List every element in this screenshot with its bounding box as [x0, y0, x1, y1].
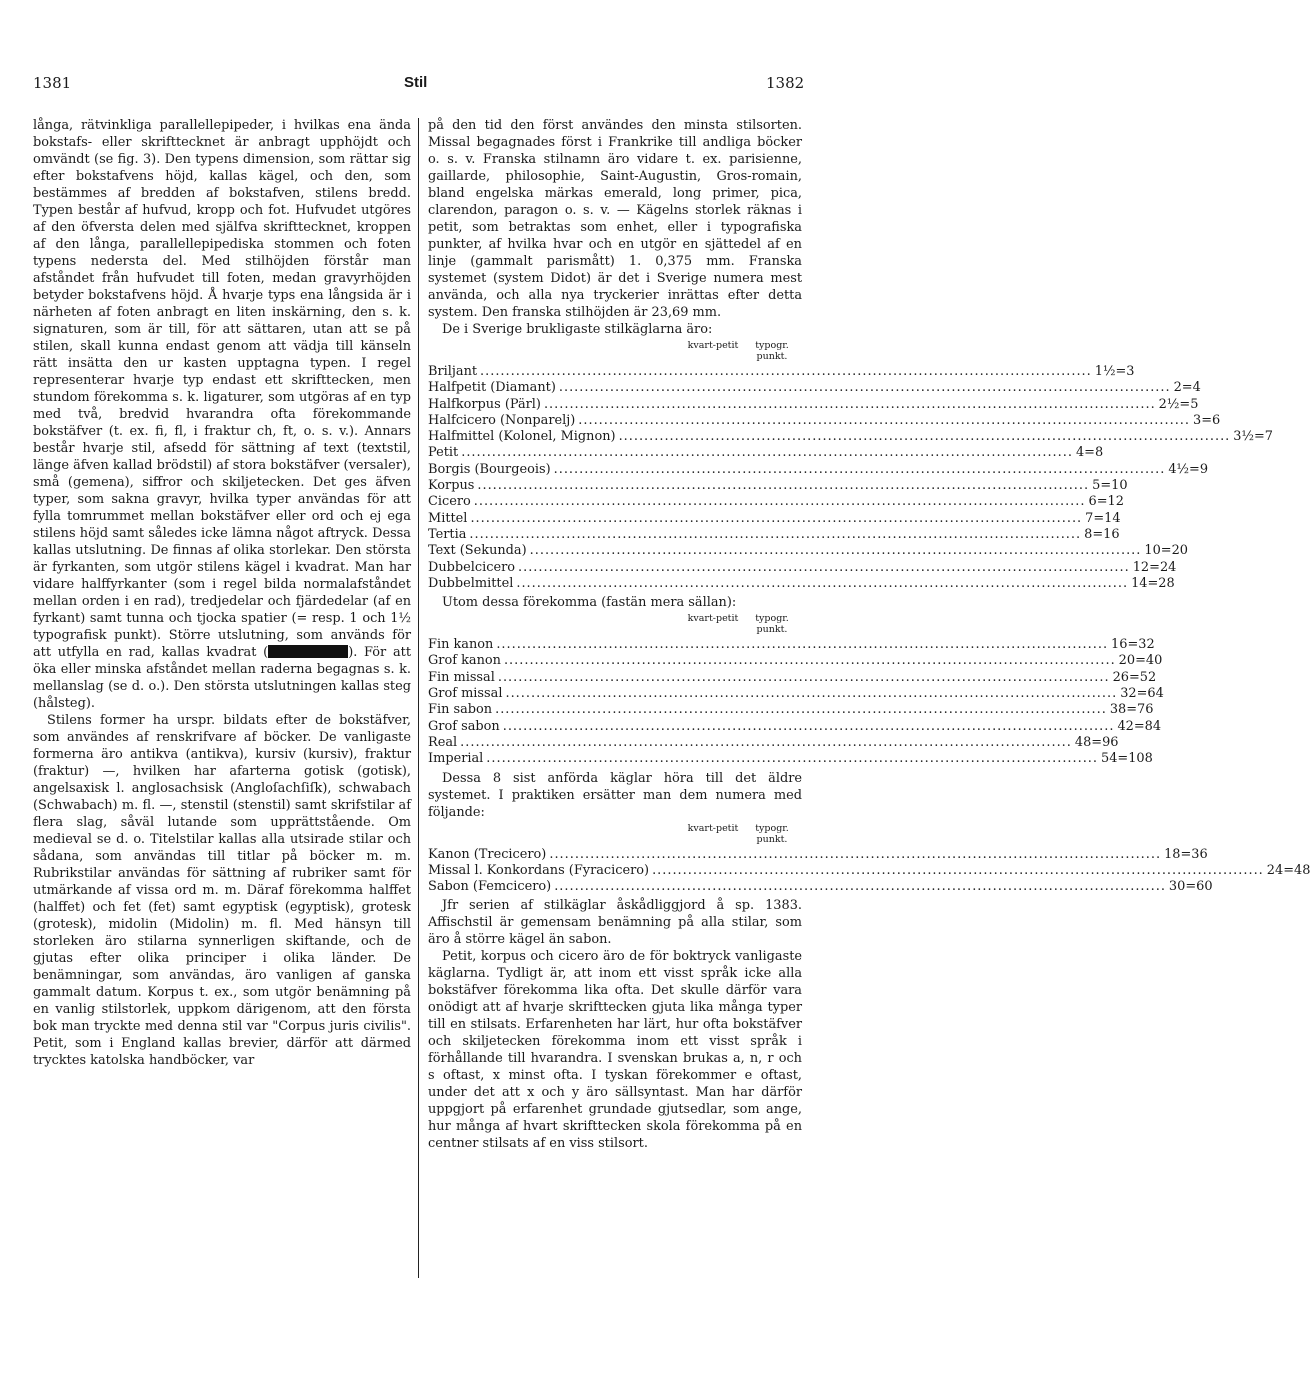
- page-title: Stil: [404, 74, 428, 91]
- leader-dots: ........................................................................................................................: [505, 686, 1118, 702]
- row-punkt: 36: [1191, 846, 1208, 862]
- row-equals: =: [1283, 862, 1294, 878]
- row-name: Halfcicero (Nonparelj): [428, 412, 576, 428]
- row-punkt: 7: [1264, 429, 1273, 445]
- row-kvartpetit: 10: [1144, 543, 1161, 559]
- row-equals: =: [1091, 734, 1103, 750]
- leader-dots: ........................................................................................................................: [480, 364, 1092, 379]
- row-punkt: 14: [1104, 510, 1121, 526]
- row-name: Halfpetit (Diamant): [428, 380, 556, 396]
- leader-dots: ........................................................................................................................: [529, 543, 1142, 559]
- col-head-kvartpetit: kvart-petit: [687, 340, 739, 351]
- left-paragraph-1-text: långa, rätvinkliga parallellepipeder, i hvilkas ena ända bokstafs- eller skrifttecknet är anbragt upphöjdt och omvändt (se fig. 3). Den typens dimension, som rättar sig efter bokstafvens höjd, kallas kägel, och den, som bestämmes af bredden af bokstafven, stilens bredd. Typen består af hufvud, kropp och fot. Hufvudet utgöres af den öfversta delen med själfva skrifttecknet, kroppen af den långa, parallellepipediska stommen och foten typens nedersta del. Med stilhöjden förstår man afståndet från hufvudet till foten, medan gravyrhöjden betyder bokstafvens höjd. Å hvarje typs ena långsida är i närheten af foten anbragt en liten inskärning, den s. k. signaturen, som är till, för att sättaren, utan att se på stilen, skall kunna endast genom att vädja till känseln rätt insätta den ur kasten upptagna typen. I regel representerar hvarje typ endast ett skrifttecken, men stundom förekomma s. k. ligaturer, som utgöras af en typ med två, bredvid hvarandra ofta förekommande bokstäfver (t. ex. fi, fl, i fraktur ch, ft, o. s. v.). Annars består hvarje stil, afsedd för sättning af text (textstil, länge äfven kallad brödstil) af stora bokstäfver (versaler), små (gemena), siffror och skiljetecken. Det ges äfven typer, som sakna gravyr, hvilka typer användas för att fylla tomrummet mellan bokstäfver eller ord och ej ega stilens höjd samt således icke lämna något aftryck. Dessa kallas utslutning. De finnas af olika storlekar. Den största är fyrkanten, som utgör stilens kägel i kvadrat. Man har vidare halffyrkanter (som i regel bilda normalafståndet mellan orden i en rad), tredjedelar och fjärdedelar (af en fyrkant) samt tunna och tjocka spatier (= resp. 1 och 1½ typografisk punkt). Större utslutning, som används för att utfylla en rad, kallas kvadrat (: [33, 118, 411, 660]
- row-name: Dubbelcicero: [428, 559, 516, 575]
- row-kvartpetit: 4: [1075, 445, 1085, 461]
- row-equals: =: [1096, 494, 1108, 510]
- row-name: Fin missal: [428, 669, 495, 685]
- table-row: [428, 734, 1119, 751]
- row-punkt: 5: [1190, 396, 1199, 412]
- row-punkt: 4: [1192, 380, 1201, 396]
- leader-dots: ........................................................................................................................: [553, 461, 1166, 477]
- stilkaglar-table: [428, 364, 1273, 592]
- row-equals: =: [1160, 543, 1172, 559]
- row-kvartpetit: 5: [1092, 478, 1101, 494]
- row-kvartpetit: 24: [1266, 862, 1284, 878]
- row-equals: =: [1133, 718, 1145, 734]
- row-punkt: 84: [1144, 718, 1162, 734]
- row-equals: =: [1135, 653, 1146, 669]
- leader-dots: ........................................................................................................................: [543, 396, 1156, 412]
- table-row: [428, 412, 1221, 429]
- row-kvartpetit: 1½: [1094, 364, 1116, 379]
- table-row: [428, 396, 1199, 413]
- row-kvartpetit: 16: [1111, 637, 1128, 653]
- row-punkt: 40: [1145, 653, 1163, 669]
- row-kvartpetit: 30: [1168, 879, 1186, 895]
- left-paragraph-1-end: ). För att öka eller minska afståndet mellan raderna begagnas s. k. mellanslag (se d. o.). Den största utslutningen kallas steg (hålsteg).: [33, 645, 411, 711]
- leader-dots: ........................................................................................................................: [460, 734, 1072, 750]
- row-punkt: 28: [1158, 575, 1175, 591]
- left-column: [33, 117, 411, 1069]
- row-name: Fin sabon: [428, 702, 493, 718]
- table3-intro: Dessa 8 sist anförda käglar höra till det äldre systemet. I praktiken ersätter man dem numera med följande:: [428, 770, 802, 820]
- col-head-punkt: typogr. punkt.: [755, 340, 789, 362]
- leader-dots: ........................................................................................................................: [518, 559, 1130, 575]
- row-punkt: 12: [1107, 494, 1124, 510]
- leader-dots: ........................................................................................................................: [652, 862, 1264, 878]
- row-punkt: 20: [1171, 543, 1188, 559]
- row-equals: =: [1093, 510, 1105, 526]
- row-kvartpetit: 8: [1084, 526, 1093, 542]
- row-equals: =: [1127, 637, 1139, 653]
- table-row: [428, 559, 1177, 576]
- row-punkt: 48: [1294, 862, 1310, 878]
- page-number-right: 1382: [766, 74, 805, 92]
- row-name: Real: [428, 734, 458, 750]
- row-kvartpetit: 2: [1173, 380, 1182, 396]
- row-equals: =: [1181, 380, 1193, 396]
- row-equals: =: [1117, 751, 1129, 767]
- table-row: [428, 669, 1157, 686]
- row-kvartpetit: 42: [1117, 718, 1134, 734]
- row-name: Dubbelmittel: [428, 575, 514, 591]
- row-name: Grof missal: [428, 686, 503, 702]
- row-equals: =: [1149, 559, 1160, 575]
- leader-dots: ........................................................................................................................: [549, 846, 1162, 862]
- row-punkt: 9: [1199, 461, 1209, 477]
- leader-dots: ........................................................................................................................: [618, 429, 1231, 445]
- row-equals: =: [1092, 526, 1104, 542]
- row-name: Fin kanon: [428, 637, 494, 653]
- row-punkt: 52: [1139, 669, 1157, 685]
- row-punkt: 3: [1126, 364, 1135, 379]
- leader-dots: ........................................................................................................................: [470, 510, 1083, 526]
- table-row: [428, 751, 1153, 767]
- leader-dots: ........................................................................................................................: [502, 718, 1115, 734]
- leader-dots: ........................................................................................................................: [497, 669, 1110, 685]
- row-equals: =: [1180, 846, 1192, 862]
- row-kvartpetit: 26: [1112, 669, 1129, 685]
- table-row: [428, 461, 1209, 478]
- row-kvartpetit: 18: [1164, 846, 1181, 862]
- table3-column-headers: [428, 823, 802, 845]
- leader-dots: ........................................................................................................................: [461, 445, 1073, 461]
- row-name: Borgis (Bourgeois): [428, 461, 551, 477]
- row-punkt: 6: [1212, 412, 1221, 428]
- row-name: Halfkorpus (Pärl): [428, 396, 541, 412]
- table-row: [428, 494, 1124, 510]
- row-kvartpetit: 54: [1101, 751, 1118, 767]
- row-name: Korpus: [428, 478, 475, 494]
- row-punkt: 10: [1111, 478, 1128, 494]
- page-header: [0, 74, 928, 96]
- table-row: [428, 510, 1121, 527]
- table1-column-headers: [428, 340, 802, 362]
- row-name: Text (Sekunda): [428, 543, 527, 559]
- row-kvartpetit: 20: [1118, 653, 1136, 669]
- row-kvartpetit: 4½: [1168, 461, 1190, 477]
- table-row: [428, 686, 1164, 702]
- row-punkt: 96: [1102, 734, 1119, 750]
- leader-dots: ........................................................................................................................: [495, 702, 1107, 718]
- table-row: [428, 575, 1175, 592]
- col-head-kvartpetit: kvart-petit: [687, 822, 739, 834]
- row-name: Missal l. Konkordans (Fyracicero): [428, 862, 650, 878]
- right-paragraph-1: på den tid den först användes den minsta stilsorten. Missal begagnades först i Frankrike till andliga böcker o. s. v. Franska stilnamn äro vidare t. ex. parisienne, gaillarde, philosophie, Saint-Augustin, Gros-romain, bland engelska märkas emerald, long primer, pica, clarendon, paragon o. s. v. — Kägelns storlek räknas i petit, som betraktas som enhet, eller i typografiska punkter, af hvilka hvar och en utgör en sjättedel af en linje (gammalt parismått) 1. 0,375 mm. Franska systemet (system Didot) är det i Sverige numera mest använda, och alla nya tryckerier inrättas efter detta system. Den franska stilhöjden är 23,69 mm.: [428, 118, 802, 320]
- leader-dots: ........................................................................................................................: [516, 575, 1129, 591]
- table-row: [428, 478, 1128, 494]
- table-row: [428, 879, 1213, 895]
- row-name: Grof sabon: [428, 718, 500, 734]
- table-row: [428, 364, 1135, 380]
- row-punkt: 76: [1137, 702, 1154, 718]
- right-paragraph-after-tables: Jfr serien af stilkäglar åskådliggjord å sp. 1383. Affischstil är gemensam benämning på alla stilar, som äro å större kägel än sabon.: [428, 898, 802, 948]
- row-kvartpetit: 7: [1085, 510, 1094, 526]
- table2-column-headers: [428, 613, 802, 635]
- table-row: [428, 846, 1208, 863]
- left-paragraph-1: [33, 117, 411, 712]
- row-kvartpetit: 2½: [1158, 396, 1180, 412]
- row-kvartpetit: 3: [1193, 412, 1202, 428]
- row-kvartpetit: 48: [1074, 734, 1092, 750]
- row-equals: =: [1201, 412, 1213, 428]
- table1-intro: De i Sverige brukligaste stilkäglarna äro:: [442, 322, 713, 337]
- row-kvartpetit: 12: [1132, 559, 1150, 575]
- row-name: Mittel: [428, 510, 468, 526]
- col-head-punkt: typogr. punkt.: [755, 822, 789, 845]
- leader-dots: ........................................................................................................................: [477, 478, 1090, 494]
- right-column: [428, 117, 1310, 1152]
- row-name: Imperial: [428, 751, 484, 767]
- row-name: Kanon (Trecicero): [428, 846, 547, 862]
- page-number-left: 1381: [33, 74, 72, 92]
- table-row: [428, 380, 1201, 396]
- row-equals: =: [1185, 879, 1197, 895]
- older-kaglar-table: [428, 637, 1164, 767]
- table-row: [428, 653, 1163, 669]
- table-row: [428, 445, 1104, 461]
- table-row: [428, 862, 1310, 879]
- row-kvartpetit: 6: [1088, 494, 1097, 510]
- row-equals: =: [1128, 669, 1140, 685]
- table-row: [428, 543, 1188, 559]
- row-name: Sabon (Femcicero): [428, 879, 552, 895]
- row-punkt: 60: [1196, 879, 1213, 895]
- row-kvartpetit: 3½: [1233, 429, 1254, 445]
- row-equals: =: [1126, 702, 1138, 718]
- leader-dots: ........................................................................................................................: [469, 526, 1082, 542]
- row-name: Tertia: [428, 526, 467, 542]
- leader-dots: ........................................................................................................................: [578, 412, 1190, 428]
- row-kvartpetit: 14: [1131, 575, 1148, 591]
- leader-dots: ........................................................................................................................: [558, 380, 1171, 396]
- leader-dots: ........................................................................................................................: [496, 637, 1109, 653]
- col-head-punkt: typogr. punkt.: [755, 613, 789, 636]
- leader-dots: ........................................................................................................................: [503, 653, 1116, 669]
- row-kvartpetit: 38: [1109, 702, 1127, 718]
- table-row: [428, 702, 1154, 718]
- col-head-kvartpetit: kvart-petit: [687, 613, 739, 625]
- row-equals: =: [1189, 461, 1200, 477]
- row-punkt: 16: [1103, 526, 1120, 542]
- row-equals: =: [1253, 429, 1265, 445]
- row-name: Cicero: [428, 494, 471, 510]
- right-paragraph-last: Petit, korpus och cicero äro de för boktryck vanligaste käglarna. Tydligt är, att inom ett visst språk icke alla bokstäfver förekomma lika ofta. Det skulle därför vara onödigt att af hvarje skrifttecken gjuta lika många typer till en stilsats. Erfarenheten har lärt, hur ofta bokstäfver och skiljetecken förekomma inom ett visst språk i förhållande till hvarandra. I svenskan brukas a, n, r och s oftast, x minst ofta. I tyskan förekommer e oftast, under det att x och y äro sällsyntast. Man har därför uppgjort på erfarenhet grundade gjutsedlar, som ange, hur många af hvart skrifttecken skola förekomma på en centner stilsats af en viss stilsort.: [428, 949, 802, 1152]
- row-name: Halfmittel (Kolonel, Mignon): [428, 429, 616, 445]
- left-paragraph-2: Stilens former ha urspr. bildats efter de bokstäfver, som användes af renskrifvare af böcker. De vanligaste formerna äro antikva (antikva), kursiv (kursiv), fraktur (fraktur) —, hvilken har afarterna gotisk (gotisk), angelsaxisk l. anglosachsisk (Angloſachſiſk), schwabach (Schwabach) m. fl. —, stenstil (stenstil) samt skrifstilar af flera slag, såväl lutande som upprättstående. Om medieval se d. o. Titelstilar kallas alla utsirade stilar och sådana, som användas till titlar på böcker m. m. Rubrikstilar användas för sättning af rubriker samt för utmärkande af vissa ord m. m. Däraf förekomma halffet (halffet) och fet (fet) samt egyptisk (egyptisk), grotesk (grotesk), midolin (Midolin) m. fl. Med hänsyn till storleken äro stilarna synnerligen skiftande, och de gjutas efter olika principer i olika länder. De benämningar, som användas, äro vanligen af ganska gammalt datum. Korpus t. ex., som utgör benämning på en vanlig stilstorlek, uppkom därigenom, att den första bok man tryckte med denna stil var "Corpus juris civilis". Petit, som i England kallas brevier, därför att därmed trycktes katolska handböcker, var: [33, 713, 411, 1068]
- row-punkt: 8: [1094, 445, 1104, 461]
- table2-intro: Utom dessa förekomma (fastän mera sällan):: [442, 595, 737, 611]
- column-divider: [418, 118, 419, 1278]
- row-punkt: 108: [1128, 751, 1153, 767]
- replacement-kaglar-table: [428, 846, 1310, 896]
- leader-dots: ........................................................................................................................: [554, 879, 1166, 895]
- leader-dots: ........................................................................................................................: [473, 494, 1086, 510]
- kvadrat-sample-block: [268, 645, 348, 658]
- row-equals: =: [1136, 686, 1148, 702]
- row-name: Grof kanon: [428, 653, 501, 669]
- row-equals: =: [1084, 445, 1095, 461]
- row-equals: =: [1147, 575, 1159, 591]
- row-name: Briljant: [428, 364, 478, 379]
- row-equals: =: [1179, 396, 1191, 412]
- row-equals: =: [1115, 364, 1127, 379]
- row-punkt: 24: [1159, 559, 1177, 575]
- table-row: [428, 637, 1155, 653]
- table-row: [428, 429, 1273, 445]
- table-row: [428, 526, 1120, 543]
- leader-dots: ........................................................................................................................: [486, 751, 1099, 767]
- row-kvartpetit: 32: [1120, 686, 1137, 702]
- row-name: Petit: [428, 445, 459, 461]
- row-equals: =: [1100, 478, 1112, 494]
- row-punkt: 32: [1138, 637, 1155, 653]
- row-punkt: 64: [1147, 686, 1164, 702]
- table-row: [428, 718, 1162, 735]
